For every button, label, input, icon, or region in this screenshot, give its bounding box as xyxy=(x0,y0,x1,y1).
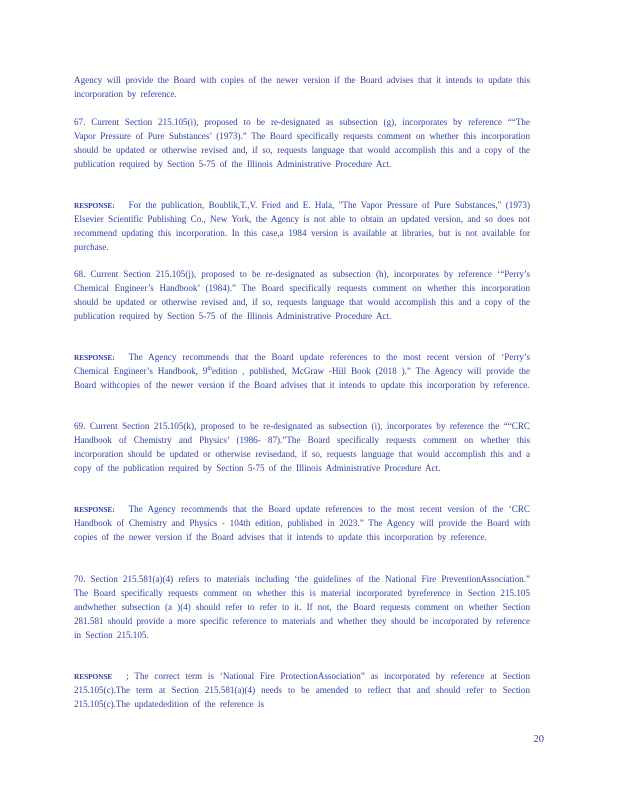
response-item-67 xyxy=(74,199,530,255)
paragraph-item-67: 67. Current Section 215.105(i), proposed to be re-designated as subsection (g), incorporates by reference ““The Vapor Pressure of Pure Substances’ (1973).” The Board specifically requests comment on whether this incorporation should be updated or otherwise revised and, if so, requests language that would accomplish this and a copy of the publication required by Section 5-75 of the Illinois Administrative Procedure Act. xyxy=(74,117,530,169)
response-item-68 xyxy=(74,351,530,393)
paragraph-item-68: 68. Current Section 215.105(j), proposed to be re-designated as subsection (h), incorporates by reference ‘“Perry’s Chemical Engineer’s Handbook’ (1984).” The Board specifically requests comment on whether this incorporation should be updated or otherwise revised and, if so, requests language that would accomplish this and a copy of the publication required by Section 5-75 of the Illinois Administrative Procedure Act. xyxy=(74,269,530,321)
response-text-after: edition , published, McGraw -Hill Book (2018 ).” The Agency will provide the Board withcopies of the newer version if the Board advises that it intends to update this incorporation by reference. xyxy=(74,365,530,390)
response-text: The Agency recommends that the Board update references to the most recent version of the ‘CRC Handbook of Chemistry and Physics - 104th edition, published in 2023.” The Agency will provide the Board with copies of the newer version if the Board advises that it intends to update this incorporation by reference. xyxy=(74,504,530,542)
page-number: 20 xyxy=(533,734,544,745)
response-label: RESPONSE: xyxy=(74,505,115,514)
response-label: RESPONSE xyxy=(74,672,113,681)
response-item-69 xyxy=(74,503,530,545)
response-text-before: The Agency recommends that the Board update references to the most recent version of ‘Perry’s Chemical Engineer’s Handbook, 9 xyxy=(74,352,530,376)
response-item-70 xyxy=(74,670,530,712)
response-text: For the publication, Boublik,T.,V. Fried and E. Hala, "The Vapor Pressure of Pure Substances," (1973) Elsevier Scientific Publishing Co., New York, the Agency is not able to obtain an updated version, and so does not recommend updating this incorporation. In this case,a 1984 version is available at libraries, but is not available for purchase. xyxy=(74,200,530,252)
response-label: RESPONSE: xyxy=(74,353,115,362)
paragraph-agency-continuation: Agency will provide the Board with copies of the newer version if the Board advises that it intends to update this incorporation by reference. xyxy=(74,75,530,99)
response-text: ; The correct term is ‘National Fire ProtectionAssociation” as incorporated by reference at Section 215.105(c).The term at Section 215.581(a)(4) needs to be amended to reflect that and should refer to Section 215.105(c).The updatededition of the reference is xyxy=(74,671,530,709)
response-label: RESPONSE: xyxy=(74,201,115,210)
paragraph-item-70: 70. Section 215.581(a)(4) refers to materials including ‘the guidelines of the National Fire PreventionAssociation.” The Board specifically requests comment on whether this is material incorporated byreference in Section 215.105 andwhether subsection (a )(4) should refer to refer to it. If not, the Board requests comment on whether Section 281.581 should provide a more specific reference to materials and whether they should be incorporated by reference in Section 215.105. xyxy=(74,574,530,640)
paragraph-item-69: 69. Current Section 215.105(k), proposed to be re-designated as subsection (i), incorporates by reference the ““CRC Handbook of Chemistry and Physics’ (1986- 87).”The Board specifically requests comment on whether this incorporation should be updated or otherwise revisedand, if so, requests language that would accomplish this and a copy of the publication required by Section 5-75 of the Illinois Administrative Procedure Act. xyxy=(74,421,530,473)
response-superscript: th xyxy=(207,365,213,372)
